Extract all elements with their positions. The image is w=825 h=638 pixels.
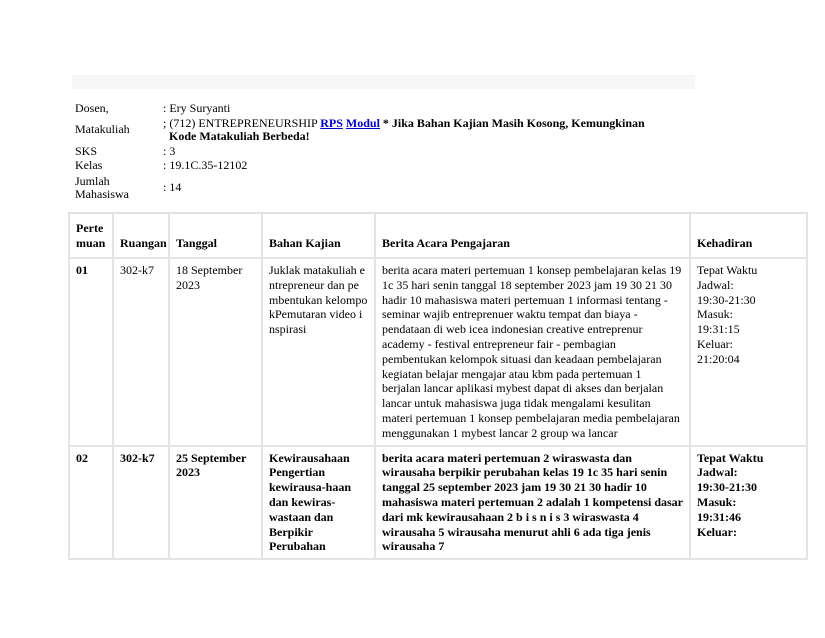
jumlah-label-2: Mahasiswa bbox=[75, 186, 129, 201]
row-bahan: Kewirausahaan Pengertian kewirausa-haan dan kewiras-wastaan dan Berpikir Perubahan bbox=[262, 446, 375, 560]
header-bahan: Bahan Kajian bbox=[262, 213, 375, 258]
info-row-jumlah bbox=[75, 173, 695, 202]
table-header-row bbox=[69, 213, 807, 258]
info-row-sks bbox=[75, 144, 695, 158]
rps-link[interactable]: RPS bbox=[320, 115, 343, 130]
header-pertemuan-1: Perte bbox=[76, 221, 104, 236]
masuk-label: Masuk: bbox=[697, 494, 737, 509]
matakuliah-note: * Jika Bahan Kajian Masih Kosong, Kemungkinan bbox=[382, 115, 645, 130]
row-berita: berita acara materi pertemuan 1 konsep pembelajaran kelas 19 1c 35 hari senin tanggal 18 september 2023 jam 19 30 21 30 hadir 10 mahasiswa materi pertemuan 1 informasi tentang - seminar wajib entreprenuer waktu tempat dan biaya - pendataan di web icea indonesian creative entreprenur academy - festival entrepreneur fair - pembagian pembentukan kelompok situasi dan keadaan pembelajaran kegiatan belajar mengajar atau kbm pada pertemuan 1 berjalan lancar aplikasi mybest dapat di akses dan berjalan lancar untuk mahasiswa juga tidak mengalami kesulitan materi pertemuan 1 konsep pembelajaran media pembelajaran menggunakan 1 mybest lancar 2 group wa lancar bbox=[375, 258, 690, 446]
row-kehadiran bbox=[690, 258, 807, 446]
table-row bbox=[69, 446, 807, 560]
header-kehadiran: Kehadiran bbox=[690, 213, 807, 258]
jadwal-value: 19:30-21:30 bbox=[697, 480, 757, 495]
row-pertemuan: 02 bbox=[69, 446, 113, 560]
row-tanggal: 18 September 2023 bbox=[169, 258, 262, 446]
matakuliah-label: Matakuliah bbox=[75, 122, 130, 136]
kelas-value: : 19.1C.35-12102 bbox=[163, 158, 248, 172]
header-pertemuan bbox=[69, 213, 113, 258]
table-row bbox=[69, 258, 807, 446]
header-strip bbox=[72, 75, 695, 89]
keluar-label: Keluar: bbox=[697, 524, 737, 539]
row-ruangan: 302-k7 bbox=[113, 446, 169, 560]
course-info bbox=[75, 101, 695, 202]
row-kehadiran bbox=[690, 446, 807, 560]
matakuliah-value bbox=[163, 117, 695, 143]
header-ruangan: Ruangan bbox=[113, 213, 169, 258]
dosen-label: Dosen, bbox=[75, 100, 109, 115]
dosen-value: : Ery Suryanti bbox=[163, 100, 231, 115]
row-pertemuan: 01 bbox=[69, 258, 113, 446]
matakuliah-prefix: ; (712) ENTREPRENEURSHIP bbox=[163, 115, 321, 130]
header-berita: Berita Acara Pengajaran bbox=[375, 213, 690, 258]
kehadiran-status: Tepat Waktu bbox=[697, 450, 764, 465]
info-row-kelas bbox=[75, 158, 695, 173]
jadwal-value: 19:30-21:30 bbox=[697, 292, 756, 307]
matakuliah-note-2: Kode Matakuliah Berbeda! bbox=[169, 128, 310, 143]
sks-label: SKS bbox=[75, 143, 98, 158]
attendance-table bbox=[68, 212, 808, 560]
jumlah-value: : 14 bbox=[163, 180, 182, 194]
header-tanggal: Tanggal bbox=[169, 213, 262, 258]
row-bahan: Juklak matakuliah entrepreneur dan pembentukan kelompokPemutaran video inspirasi bbox=[262, 258, 375, 446]
jadwal-label: Jadwal: bbox=[697, 465, 738, 480]
masuk-value: 19:31:15 bbox=[697, 322, 740, 337]
masuk-value: 19:31:46 bbox=[697, 509, 741, 524]
modul-link[interactable]: Modul bbox=[345, 115, 380, 130]
info-row-matakuliah bbox=[75, 115, 695, 144]
jumlah-label bbox=[75, 175, 163, 201]
jumlah-label-1: Jumlah bbox=[75, 173, 110, 188]
row-tanggal: 25 September 2023 bbox=[169, 446, 262, 560]
row-berita: berita acara materi pertemuan 2 wiraswasta dan wirausaha berpikir perubahan kelas 19 1c 35 hari senin tanggal 25 september 2023 jam 19 30 21 30 hadir 10 mahasiswa materi pertemuan 2 adalah 1 kompetensi dasar dari mk kewirausahaan 2 b i s n i s 3 wiraswasta 4 wirausaha 5 wirausaha menurut ahli 6 ada tiga jenis wirausaha 7 bbox=[375, 446, 690, 560]
sks-value: : 3 bbox=[163, 143, 176, 158]
jadwal-label: Jadwal: bbox=[697, 277, 734, 292]
info-row-dosen bbox=[75, 101, 695, 115]
keluar-label: Keluar: bbox=[697, 336, 733, 351]
header-pertemuan-2: muan bbox=[76, 236, 106, 251]
row-ruangan: 302-k7 bbox=[113, 258, 169, 446]
keluar-value: 21:20:04 bbox=[697, 351, 740, 366]
masuk-label: Masuk: bbox=[697, 307, 733, 322]
kehadiran-status: Tepat Waktu bbox=[697, 263, 758, 277]
kelas-label: Kelas bbox=[75, 158, 103, 172]
